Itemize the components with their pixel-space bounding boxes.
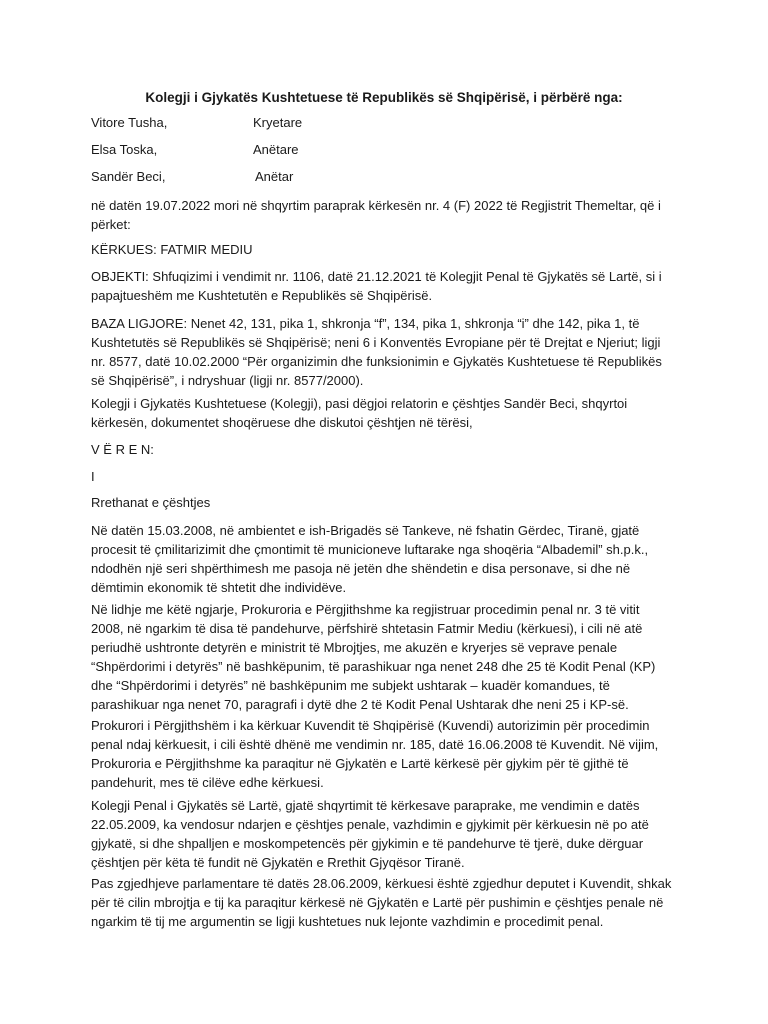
applicant-line — [91, 240, 681, 259]
text-line: ndodhën një seri shpërthimesh me pasoja në jetën dhe shëndetin e disa personave, si dhe në — [91, 561, 631, 576]
member-row — [91, 140, 299, 159]
text-line: parashikuar nga nenet 70, paragrafi i dytë dhe 2 të Kodit Penal Ushtarak dhe neni 25 i KP-së. — [91, 697, 629, 712]
member-role: Anëtar — [255, 169, 294, 184]
text-line: për të cilin mbrojtja e tij ka paraqitur kërkesë në Gjykatën e Lartë për pushimin e çështjes penale në — [91, 895, 664, 910]
text-line: pandehurit, mes të cilëve edhe kërkuesi. — [91, 775, 324, 790]
text-line: procesit të çmilitarizimit dhe çmontimit të municioneve luftarake nga shoqëria “Albademil” sh.p.k., — [91, 542, 649, 557]
text-line: Pas zgjedhjeve parlamentare të datës 28.06.2009, kërkuesi është zgjedhur deputet i Kuvendit, shkak — [91, 876, 672, 891]
text-line: çështjen për këta të fundit në Gjykatën e Rrethit Gjyqësor Tiranë. — [91, 855, 465, 870]
text-line: kërkesën, dokumentet shoqëruese dhe diskutoi çështjen në tërësi, — [91, 415, 473, 430]
document-heading: Kolegji i Gjykatës Kushtetuese të Republikës së Shqipërisë, i përbërë nga: — [145, 90, 623, 105]
member-name: Sandër Beci, — [91, 169, 166, 184]
text-line: Në lidhje me këtë ngjarje, Prokuroria e Përgjithshme ka regjistruar procedimin penal nr. 3 të vitit — [91, 602, 640, 617]
body-paragraph — [91, 600, 681, 714]
member-role: Anëtare — [253, 142, 299, 157]
text-line: I — [91, 469, 95, 484]
text-line: penal ndaj kërkuesit, i cili është dhënë me vendimin nr. 185, datë 16.06.2008 të Kuvendit. Në vijim, — [91, 737, 659, 752]
text-line: 22.05.2009, ka vendosur ndarjen e çështjes penale, vazhdimin e gjykimit për kërkuesin në po atë — [91, 817, 649, 832]
member-name: Vitore Tusha, — [91, 115, 168, 130]
section-title — [91, 493, 681, 512]
text-line: Rrethanat e çështjes — [91, 495, 211, 510]
text-line: dëmtimin ekonomik të shtetit dhe individëve. — [91, 580, 347, 595]
college-paragraph — [91, 394, 681, 432]
text-line: Prokurori i Përgjithshëm i ka kërkuar Kuvendit të Shqipërisë (Kuvendi) autorizimin për procedimin — [91, 718, 650, 733]
member-name: Elsa Toska, — [91, 142, 158, 157]
body-paragraph — [91, 521, 681, 597]
veren-label — [91, 440, 681, 459]
text-line: 2008, në ngarkim të disa të pandehurve, përfshirë shtetasin Fatmir Mediu (kërkuesi), i cili në atë — [91, 621, 643, 636]
text-line: Kolegji i Gjykatës Kushtetuese (Kolegji), pasi dëgjoi relatorin e çështjes Sandër Beci, shqyrtoi — [91, 396, 628, 411]
body-paragraph — [91, 796, 681, 872]
body-paragraph — [91, 716, 681, 792]
text-line: Kushtetutës së Republikës së Shqipërisë; neni 6 i Konventës Evropiane për të Drejtat e Njeriut; ligji — [91, 335, 661, 350]
text-line: KËRKUES: FATMIR MEDIU — [91, 242, 253, 257]
text-line: dhe “Shpërdorimi i detyrës” në bashkëpunim me subjekt ushtarak – kuadër komandues, të — [91, 678, 610, 693]
legal-basis-paragraph — [91, 314, 681, 390]
text-line: periudhë ushtronte detyrën e ministrit të Mbrojtjes, me akuzën e kryerjes së veprave penale — [91, 640, 618, 655]
member-row — [91, 113, 303, 132]
member-row — [91, 167, 294, 186]
member-role: Kryetare — [253, 115, 303, 130]
text-line: Prokuroria e Përgjithshme ka paraqitur në Gjykatën e Lartë kërkesë për gjykim për të gjithë të — [91, 756, 629, 771]
text-line: “Shpërdorimi i detyrës” në bashkëpunim, të parashikuar nga nenet 248 dhe 25 të Kodit Penal (KP) — [91, 659, 656, 674]
text-line: papajtueshëm me Kushtetutën e Republikës së Shqipërisë. — [91, 288, 433, 303]
text-line: së Shqipërisë”, i ndryshuar (ligji nr. 8577/2000). — [91, 373, 364, 388]
text-line: nr. 8577, datë 10.02.2000 “Për organizimin dhe funksionimin e Gjykatës Kushtetuese të Republikës — [91, 354, 662, 369]
object-paragraph — [91, 267, 681, 305]
body-paragraph — [91, 874, 681, 931]
text-line: BAZA LIGJORE: Nenet 42, 131, pika 1, shkronja “f”, 134, pika 1, shkronja “i” dhe 142, pika 1, të — [91, 316, 640, 331]
text-line: OBJEKTI: Shfuqizimi i vendimit nr. 1106, datë 21.12.2021 të Kolegjit Penal të Gjykatës së Lartë, si i — [91, 269, 662, 284]
text-line: në datën 19.07.2022 mori në shqyrtim paraprak kërkesën nr. 4 (F) 2022 të Regjistrit Themeltar, që i — [91, 198, 661, 213]
section-number — [91, 467, 681, 486]
text-line: V Ë R E N: — [91, 442, 154, 457]
text-line: gjykatë, si dhe shpalljen e moskompetencës për gjykimin e të pandehurve të tjerë, duke dërguar — [91, 836, 644, 851]
text-line: Në datën 15.03.2008, në ambientet e ish-Brigadës së Tankeve, në fshatin Gërdec, Tiranë, gjatë — [91, 523, 640, 538]
text-line: ngarkim të tij me argumentin se ligji kushtetues nuk lejonte vazhdimin e procedimit penal. — [91, 914, 604, 929]
text-line: përket: — [91, 217, 131, 232]
intro-paragraph — [91, 196, 681, 234]
text-line: Kolegji Penal i Gjykatës së Lartë, gjatë shqyrtimit të kërkesave paraprake, me vendimin e datës — [91, 798, 640, 813]
